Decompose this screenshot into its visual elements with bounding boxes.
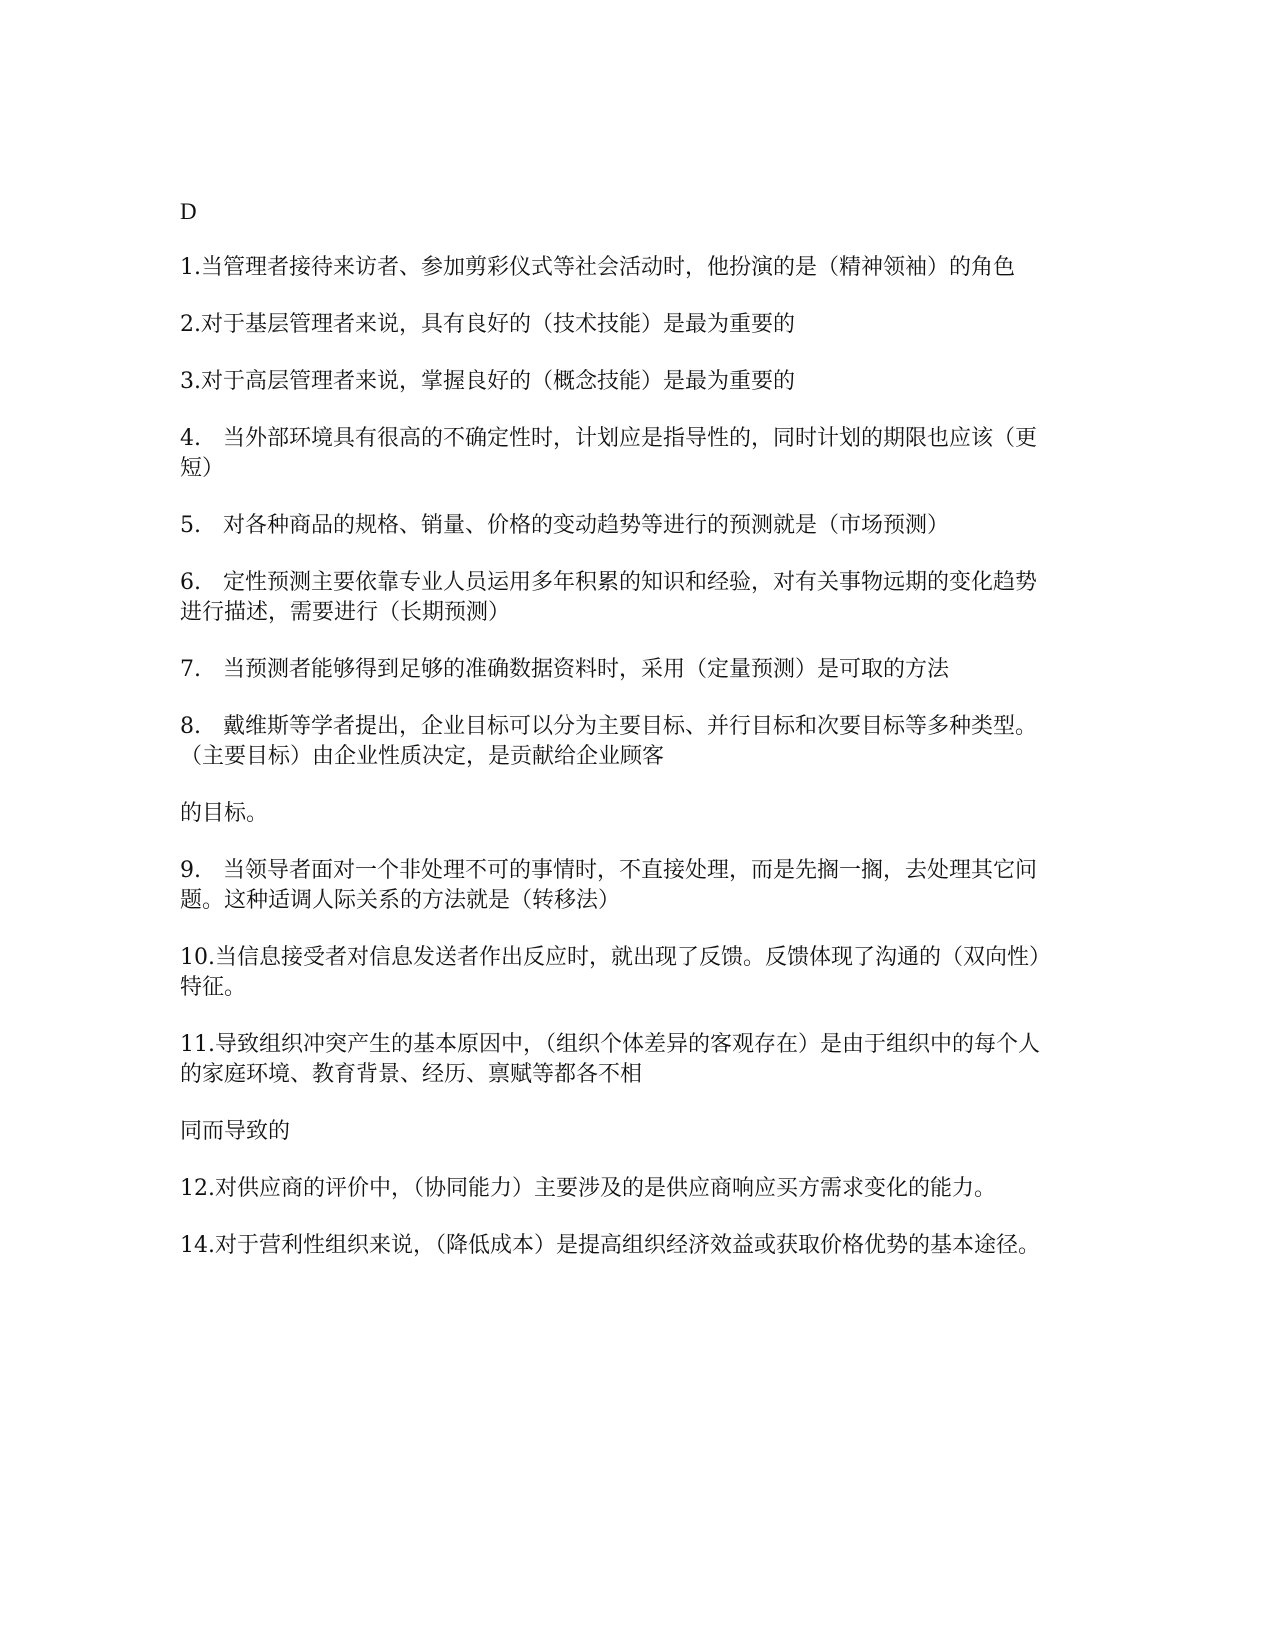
paragraph-3: 3.对于高层管理者来说，掌握良好的（概念技能）是最为重要的 [180,369,795,394]
section-heading: D [180,199,197,224]
paragraph-11: 11.导致组织冲突产生的基本原因中，（组织个体差异的客观存在）是由于组织中的每个人的家庭环境、教育背景、经历、禀赋等都各不相 [180,1032,1040,1087]
paragraph-1: 1.当管理者接待来访者、参加剪彩仪式等社会活动时，他扮演的是（精神领袖）的角色 [180,255,1015,280]
paragraph-6: 6. 定性预测主要依靠专业人员运用多年积累的知识和经验，对有关事物远期的变化趋势进行描述，需要进行（长期预测） [180,570,1037,625]
paragraph-9: 9. 当领导者面对一个非处理不可的事情时，不直接处理，而是先搁一搁，去处理其它问题。这种适调人际关系的方法就是（转移法） [180,858,1037,913]
paragraph-7: 7. 当预测者能够得到足够的准确数据资料时，采用（定量预测）是可取的方法 [180,657,949,682]
paragraph-4: 4. 当外部环境具有很高的不确定性时，计划应是指导性的，同时计划的期限也应该（更短） [180,426,1037,481]
paragraph-8: 8. 戴维斯等学者提出，企业目标可以分为主要目标、并行目标和次要目标等多种类型。（主要目标）由企业性质决定，是贡献给企业顾客 [180,714,1037,769]
document-page [180,197,1040,1288]
paragraph-10: 10.当信息接受者对信息发送者作出反应时，就出现了反馈。反馈体现了沟通的（双向性）特征。 [180,945,1040,1000]
paragraph-2: 2.对于基层管理者来说，具有良好的（技术技能）是最为重要的 [180,312,795,337]
paragraph-5: 5. 对各种商品的规格、销量、价格的变动趋势等进行的预测就是（市场预测） [180,513,949,538]
paragraph-12: 12.对供应商的评价中，（协同能力）主要涉及的是供应商响应买方需求变化的能力。 [180,1176,996,1201]
paragraph-11-continued: 同而导致的 [180,1119,291,1144]
paragraph-14: 14.对于营利性组织来说，（降低成本）是提高组织经济效益或获取价格优势的基本途径。 [180,1233,1040,1258]
paragraph-8-continued: 的目标。 [180,801,269,826]
